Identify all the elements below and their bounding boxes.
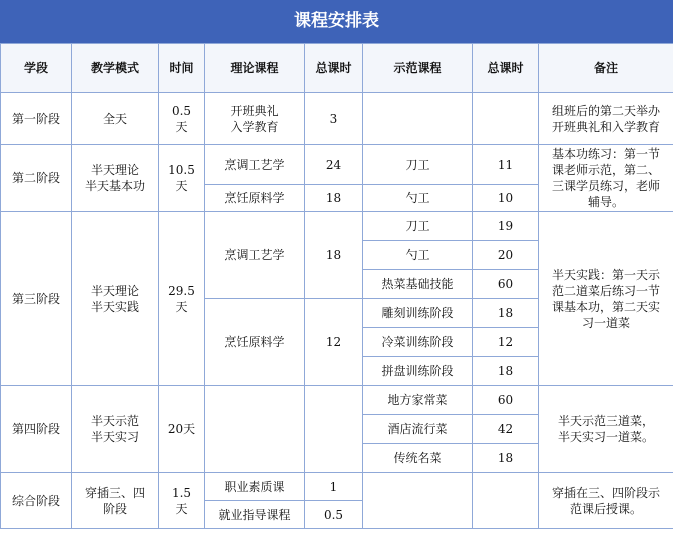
theory-cell: 烹饪原料学: [205, 299, 305, 386]
demo-cell: 雕刻训练阶段: [363, 299, 473, 328]
demo-hours-cell: 11: [473, 145, 539, 185]
demo-hours-cell: 18: [473, 357, 539, 386]
header-theory: 理论课程: [205, 44, 305, 93]
theory-cell: 职业素质课: [205, 473, 305, 501]
time-cell: 29.5 天: [159, 212, 205, 386]
demo-hours-cell: 12: [473, 328, 539, 357]
mode-cell: 半天示范 半天实习: [72, 386, 159, 473]
demo-cell: 酒店流行菜: [363, 415, 473, 444]
theory-hours-cell: 18: [305, 212, 363, 299]
demo-hours-cell: 60: [473, 386, 539, 415]
note-cell: 组班后的第二天举办 开班典礼和入学教育: [539, 93, 673, 145]
demo-cell: 刀工: [363, 212, 473, 241]
mode-cell: 全天: [72, 93, 159, 145]
demo-hours-cell: 19: [473, 212, 539, 241]
table-row: [1, 145, 673, 185]
header-mode: 教学模式: [72, 44, 159, 93]
mode-cell: 半天理论 半天实践: [72, 212, 159, 386]
time-cell: 20天: [159, 386, 205, 473]
demo-cell: [363, 93, 473, 145]
note-cell: 穿插在三、四阶段示 范课后授课。: [539, 473, 673, 529]
theory-hours-cell: 18: [305, 185, 363, 212]
theory-cell: 烹调工艺学: [205, 212, 305, 299]
theory-hours-cell: 3: [305, 93, 363, 145]
theory-hours-cell: 24: [305, 145, 363, 185]
demo-hours-cell: 10: [473, 185, 539, 212]
demo-cell: 勺工: [363, 241, 473, 270]
stage-name: 第二阶段: [1, 145, 72, 212]
theory-cell: 就业指导课程: [205, 501, 305, 529]
demo-cell: 刀工: [363, 145, 473, 185]
header-stage: 学段: [1, 44, 72, 93]
demo-hours-cell: 60: [473, 270, 539, 299]
mode-cell: 半天理论 半天基本功: [72, 145, 159, 212]
theory-cell: 开班典礼 入学教育: [205, 93, 305, 145]
demo-hours-cell: [473, 473, 539, 529]
note-cell: 基本功练习：第一节 课老师示范，第二、 三课学员练习，老师 辅导。: [539, 145, 673, 212]
theory-hours-cell: 1: [305, 473, 363, 501]
mode-cell: 穿插三、四 阶段: [72, 473, 159, 529]
theory-cell: 烹调工艺学: [205, 145, 305, 185]
table-row: [1, 212, 673, 241]
demo-cell: 勺工: [363, 185, 473, 212]
stage-name: 第三阶段: [1, 212, 72, 386]
stage-name: 第四阶段: [1, 386, 72, 473]
demo-cell: 冷菜训练阶段: [363, 328, 473, 357]
header-note: 备注: [539, 44, 673, 93]
demo-hours-cell: 18: [473, 299, 539, 328]
demo-cell: 拼盘训练阶段: [363, 357, 473, 386]
demo-cell: 传统名菜: [363, 444, 473, 473]
demo-cell: 地方家常菜: [363, 386, 473, 415]
theory-hours-cell: [305, 386, 363, 473]
demo-hours-cell: [473, 93, 539, 145]
demo-hours-cell: 20: [473, 241, 539, 270]
header-demo-hours: 总课时: [473, 44, 539, 93]
time-cell: 10.5 天: [159, 145, 205, 212]
header-theory-hours: 总课时: [305, 44, 363, 93]
demo-cell: [363, 473, 473, 529]
note-cell: 半天实践：第一天示 范二道菜后练习一节 课基本功，第二天实 习一道菜: [539, 212, 673, 386]
table-row: [1, 386, 673, 415]
theory-cell: [205, 386, 305, 473]
stage-name: 综合阶段: [1, 473, 72, 529]
demo-hours-cell: 42: [473, 415, 539, 444]
note-cell: 半天示范三道菜， 半天实习一道菜。: [539, 386, 673, 473]
demo-hours-cell: 18: [473, 444, 539, 473]
theory-hours-cell: 12: [305, 299, 363, 386]
time-cell: 0.5 天: [159, 93, 205, 145]
header-time: 时间: [159, 44, 205, 93]
header-demo: 示范课程: [363, 44, 473, 93]
header-row: [1, 44, 673, 93]
theory-cell: 烹饪原料学: [205, 185, 305, 212]
table-row: [1, 473, 673, 501]
schedule-table: [0, 43, 673, 529]
theory-hours-cell: 0.5: [305, 501, 363, 529]
demo-cell: 热菜基础技能: [363, 270, 473, 299]
page-title: 课程安排表: [0, 0, 673, 43]
table-row: [1, 93, 673, 145]
stage-name: 第一阶段: [1, 93, 72, 145]
time-cell: 1.5 天: [159, 473, 205, 529]
